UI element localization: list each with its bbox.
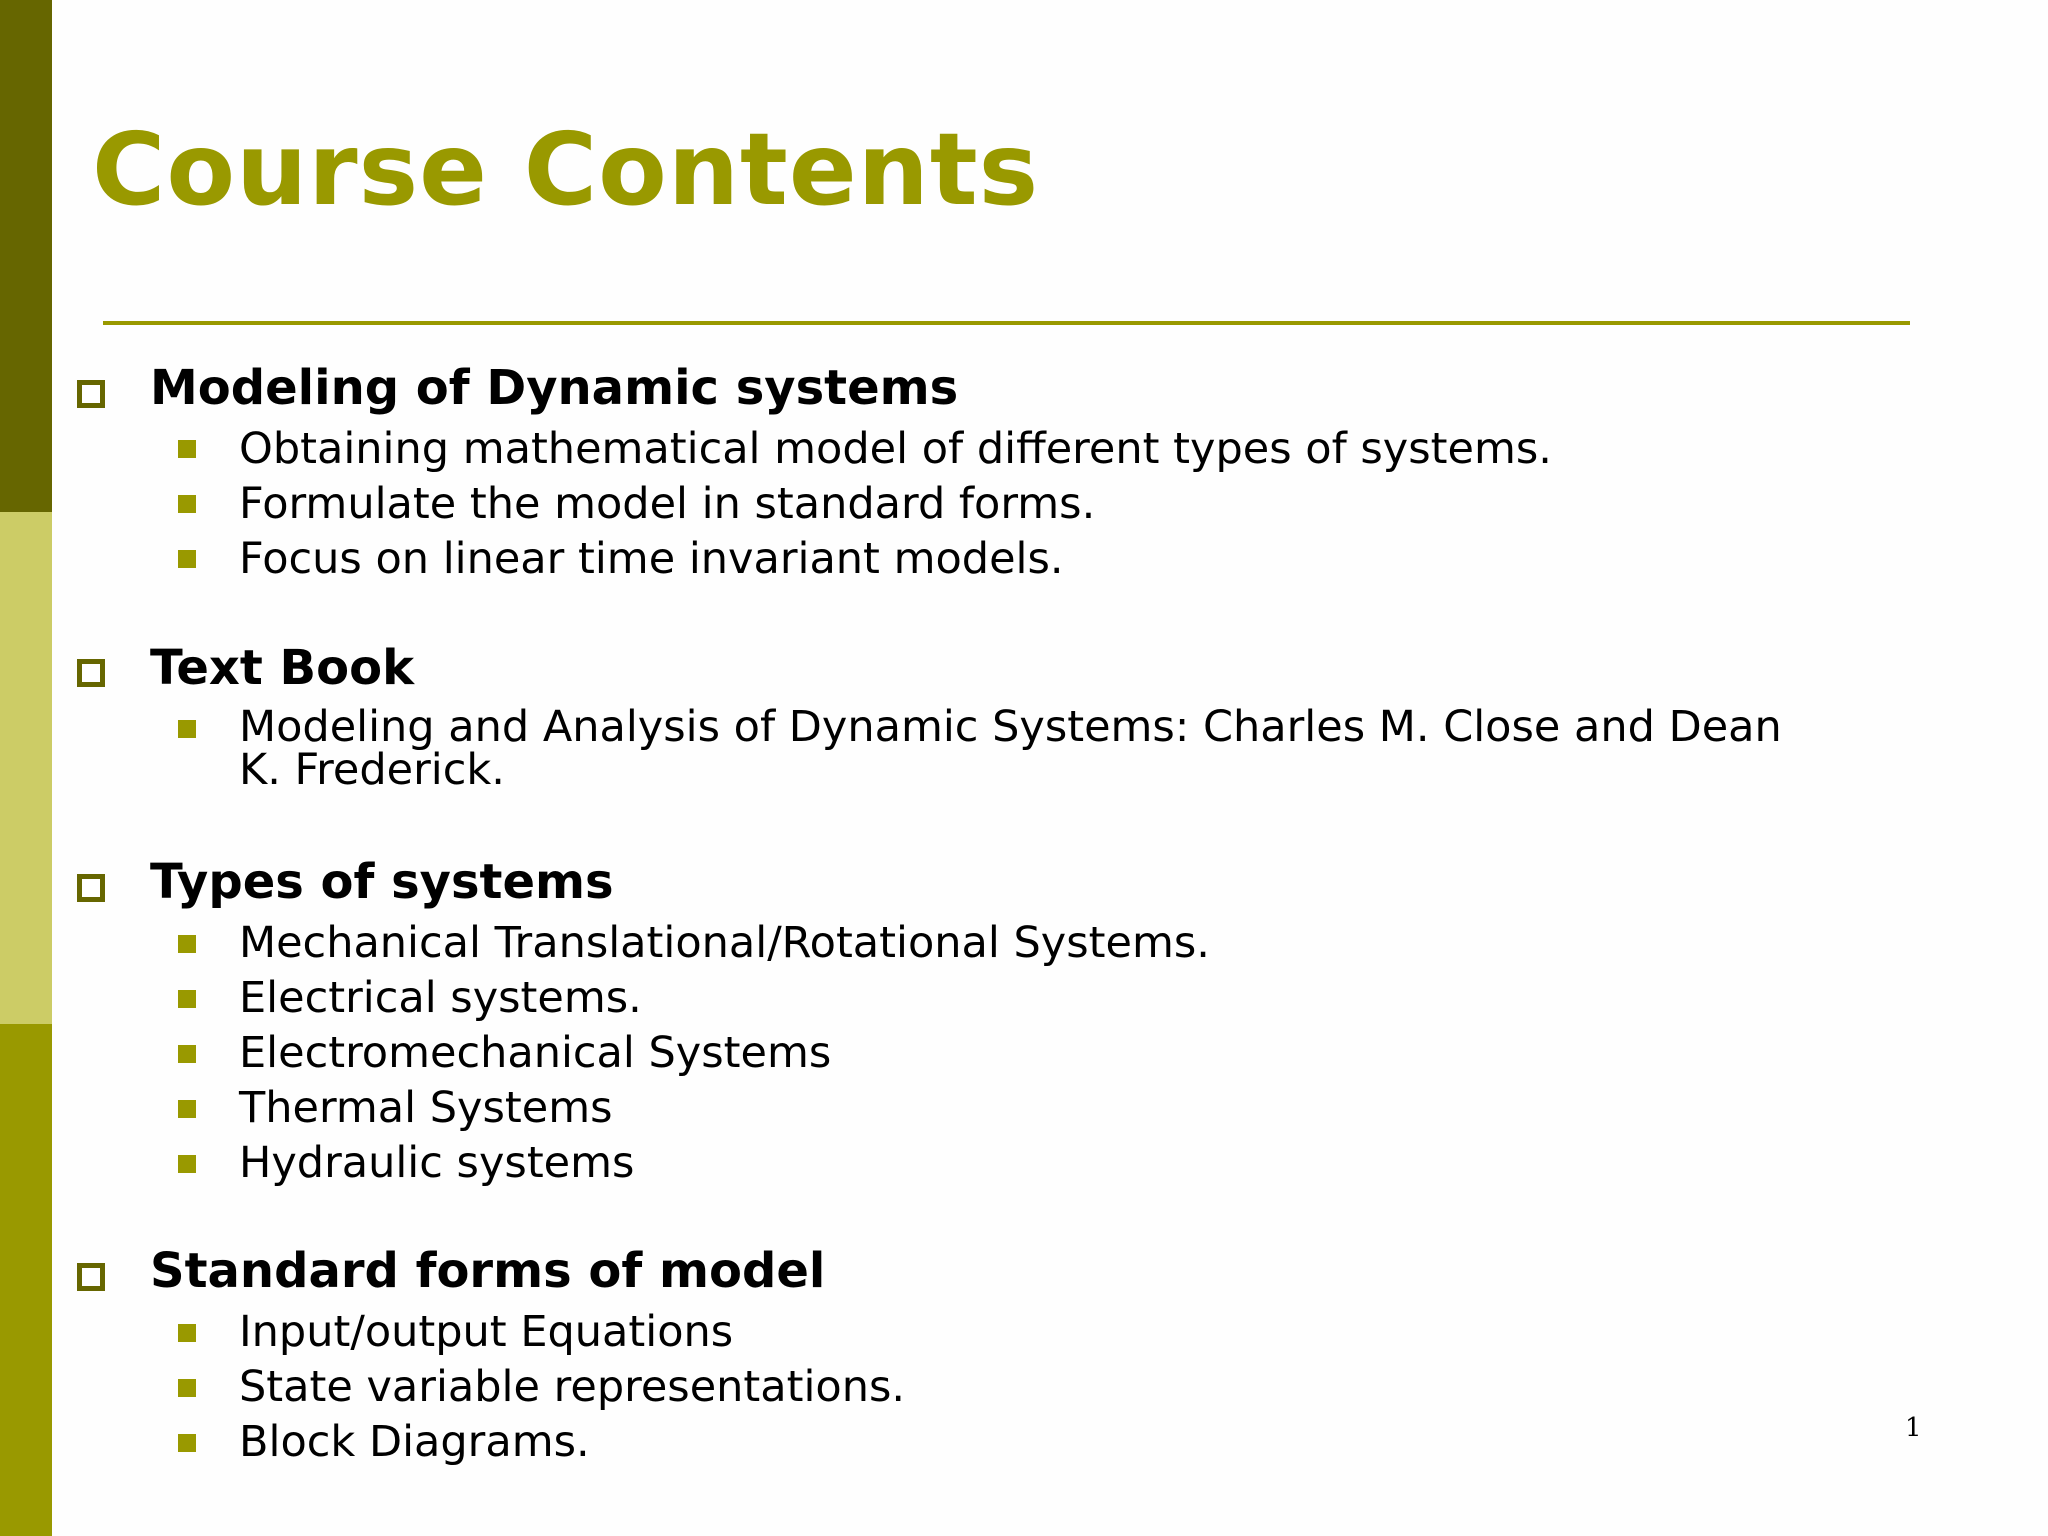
- list-item: Obtaining mathematical model of different types of systems.: [239, 424, 1552, 474]
- page-number: 1: [1905, 1413, 1922, 1443]
- list-item: Input/output Equations: [239, 1307, 734, 1357]
- item-bullet-icon: [178, 550, 196, 568]
- item-bullet-icon: [178, 990, 196, 1008]
- list-item: Block Diagrams.: [239, 1417, 590, 1467]
- list-item: Hydraulic systems: [239, 1138, 635, 1188]
- item-bullet-icon: [178, 1100, 196, 1118]
- item-bullet-icon: [178, 1434, 196, 1452]
- list-item: Modeling and Analysis of Dynamic Systems: Charles M. Close and Dean: [239, 702, 1782, 752]
- section-bullet-icon: [77, 380, 105, 408]
- section-bullet-icon: [77, 1263, 105, 1291]
- list-item: Formulate the model in standard forms.: [239, 479, 1096, 529]
- item-bullet-icon: [178, 1045, 196, 1063]
- section-bullet-icon: [77, 874, 105, 902]
- item-bullet-icon: [178, 1155, 196, 1173]
- list-item: Thermal Systems: [239, 1083, 613, 1133]
- item-bullet-icon: [178, 1379, 196, 1397]
- list-item: Electrical systems.: [239, 973, 642, 1023]
- section-heading-types: Types of systems: [150, 854, 614, 910]
- section-bullet-icon: [77, 659, 105, 687]
- list-item: Focus on linear time invariant models.: [239, 534, 1064, 584]
- item-bullet-icon: [178, 440, 196, 458]
- item-bullet-icon: [178, 720, 196, 738]
- list-item: State variable representations.: [239, 1362, 906, 1412]
- list-item-continuation: K. Frederick.: [239, 745, 505, 795]
- list-item: Mechanical Translational/Rotational Systems.: [239, 918, 1210, 968]
- item-bullet-icon: [178, 1324, 196, 1342]
- list-item: Electromechanical Systems: [239, 1028, 832, 1078]
- section-heading-text-book: Text Book: [150, 640, 414, 696]
- section-heading-standard-forms: Standard forms of model: [150, 1243, 826, 1299]
- slide-title: Course Contents: [92, 111, 1040, 228]
- item-bullet-icon: [178, 935, 196, 953]
- item-bullet-icon: [178, 495, 196, 513]
- section-heading-modeling: Modeling of Dynamic systems: [150, 360, 959, 416]
